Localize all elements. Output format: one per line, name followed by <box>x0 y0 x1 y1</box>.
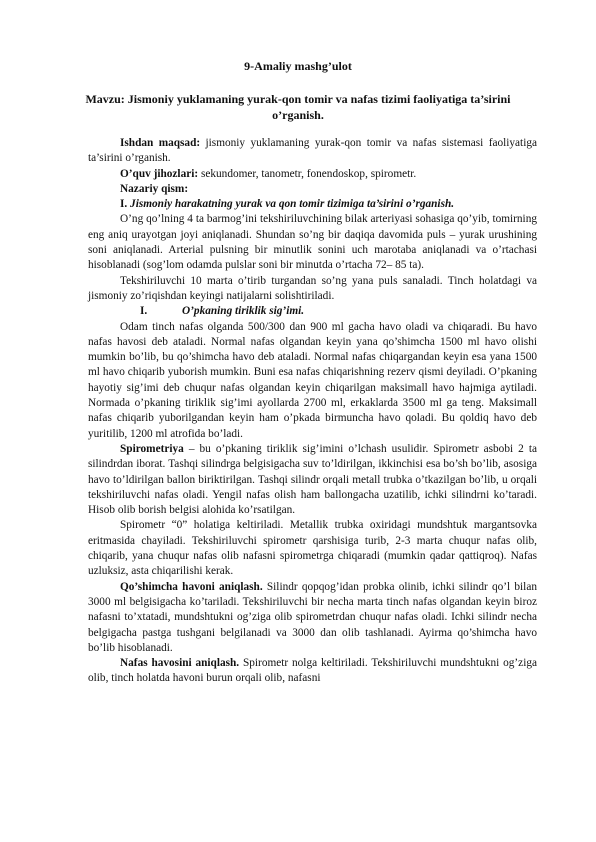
section-2-title: O’pkaning tiriklik sig’imi. <box>182 305 305 318</box>
equipment-text: sekundomer, tanometr, fonendoskop, spirometr. <box>198 167 417 180</box>
paragraph-additional-air <box>88 580 537 656</box>
breathing-air-text: Spirometr nolga keltiriladi. Tekshiriluvchi mundshtukni og’ziga olib, tinch holatda havoni burun orqali olib, nafasni <box>88 657 538 685</box>
section-1-heading <box>88 197 537 212</box>
section-2-number: I. <box>140 305 148 318</box>
page-title: 9-Amaliy mashg’ulot <box>244 59 352 73</box>
paragraph-pulse: O’ng qo’lning 4 ta barmog’ini tekshiriluvchining bilak arteriyasi sohasiga qo’yib, tomirning eng aniq urayotgan joyi aniqlanadi. Shundan so’ng bir daqiqa davomida puls – yurak urushining soni aniqlanadi. Arterial pulsning bir minutlik sonini uch marotaba aniqlanadi va o’rtachasi hisoblanadi (sog’lom odamda pulslar soni bir minutda o’rtacha 72– 85 ta). <box>88 213 537 272</box>
paragraph-equipment <box>88 167 537 182</box>
paragraph-spirometer-setup: Spirometr “0” holatiga keltiriladi. Metallik trubka oxiridagi mundshtuk margantsovka eritmasida chayiladi. Tekshiriluvchi spirometr qarshisiga turib, 2-3 marta chuqur nafas olib, chiqarib, yana chuqur nafas olib nafasni spirometrga chiqaradi (mumkin qadar qattiqroq). Nafas uzluksiz, asta chiqarilishi kerak. <box>88 519 537 578</box>
paragraph-lung-capacity: Odam tinch nafas olganda 500/300 dan 900 ml gacha havo oladi va chiqaradi. Bu havo nafas havosi deb ataladi. Normal nafas olgandan keyin yana qo’shimcha 1500 ml havo olishi mumkin bo’lib, bu qo’shimcha havo deb ataladi. Normal nafas chiqargandan keyin esa yana 1500 ml havo chiqarib yuborish mumkin. Buni esa nafas chiqarishning rezerv qismi deyiladi. O’pkaning hayotiy sig’imi deb chuqur nafas olgandan keyin chiqarilgan maksimall havo hajmiga aytiladi. Normada o’pkaning tiriklik sig’imi ayollarda 2700 ml, erkaklarda 3500 ml ga teng. Maksimall nafas chiqarib yuborilgandan keyin ham o’pkada birmuncha havo qoladi. Bu qoldiq havo deb yuritilib, 1200 ml atrofida bo’ladi. <box>88 320 537 440</box>
additional-air-text: Silindr qopqog’idan probka olinib, ichki silindr qo’l bilan 3000 ml belgisigacha ko’tariladi. Tekshiriluvchi bir necha marta tinch nafas olgandan keyin biroz nafasni to’xtatadi, mundshtukni og’ziga olib spirometrdan chuqur nafas oladi. Ichki silindr necha belgigacha pastga tushgani belgilanadi va 3000 dan olib tashlanadi. Ayirma qo’shimcha havo bo’lib hisoblanadi. <box>88 580 537 654</box>
breathing-air-label: Nafas havosini aniqlash. <box>120 657 240 670</box>
section-2-heading <box>88 304 537 319</box>
document-body <box>88 136 537 687</box>
equipment-label: O’quv jihozlari: <box>120 167 199 180</box>
additional-air-label: Qo’shimcha havoni aniqlash. <box>120 580 263 593</box>
spirometry-text: – bu o’pkaning tiriklik sig’imini o’lchash usulidir. Spirometr asbobi 2 ta silindrdan iborat. Tashqi silindrga belgisigacha suv to’ldirilgan, ikkinchisi esa bo’sh bo’lib, asosiga havo to’ldirilgan ballon biriktirilgan. Tashqi silindr orqali metall trubka o’tkazilgan bo’lib, u orqali tekshiriluvchi nafas oladi. Yengil nafas olish ham ballongacha uzatilib, ichki silindrni ko’taradi. Hisob olib borish belgisi alohida ko’rsatilgan. <box>88 442 537 517</box>
theory-label: Nazariy qism: <box>120 182 189 195</box>
topic-heading: Mavzu: Jismoniy yuklamaning yurak-qon tomir va nafas tizimi faoliyatiga ta’sirini o’rganish. <box>85 92 511 122</box>
spirometry-label: Spirometriya <box>120 442 184 455</box>
paragraph-spirometry <box>88 442 537 518</box>
objective-text: jismoniy yuklamaning yurak-qon tomir va nafas sistemasi faoliyatiga ta’sirini o’rganish. <box>88 137 537 165</box>
objective-label: Ishdan maqsad: <box>120 137 201 149</box>
paragraph-pulse-compare: Tekshiriluvchi 10 marta o’tirib turgandan so’ng yana puls sanaladi. Tinch holatdagi va jismoniy zo’riqishdan keyingi natijalarni solishtiriladi. <box>88 274 537 302</box>
section-1-number: I. <box>120 198 128 211</box>
paragraph-theory <box>88 182 537 197</box>
paragraph-objective <box>88 136 537 167</box>
section-1-title: Jismoniy harakatning yurak va qon tomir tizimiga ta’sirini o’rganish. <box>127 198 455 211</box>
paragraph-breathing-air <box>88 656 537 687</box>
